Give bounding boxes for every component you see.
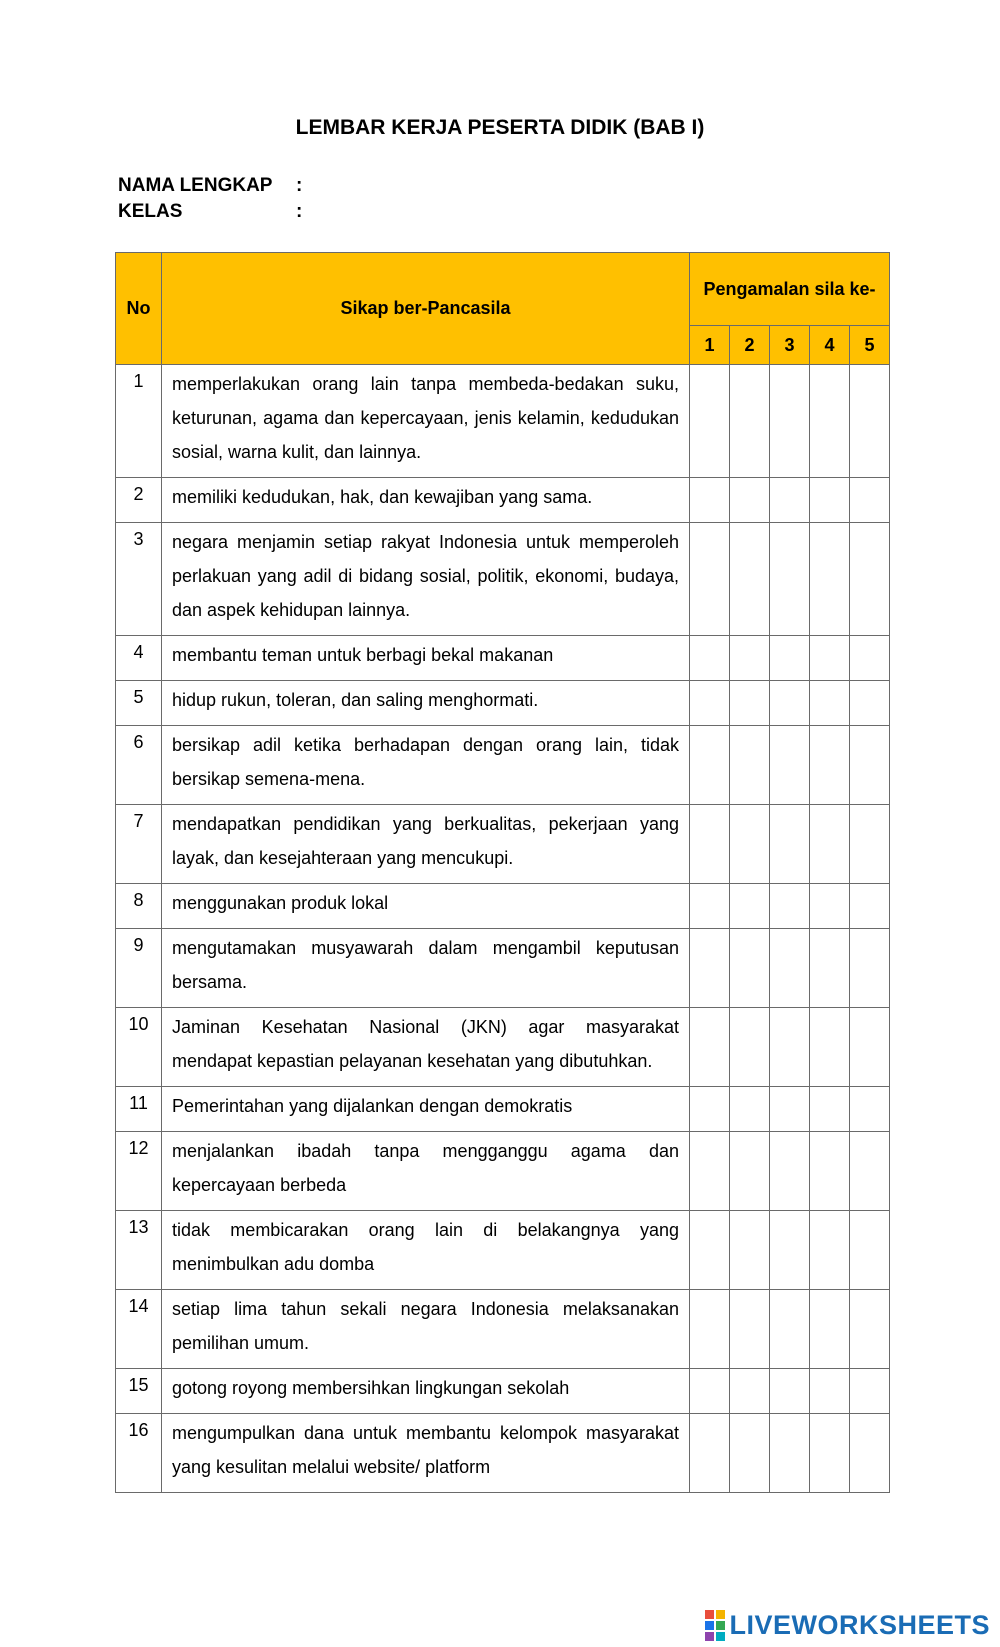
row-number: 10 — [116, 1008, 162, 1087]
sila-5-answer-cell[interactable] — [850, 523, 890, 636]
answer-checkbox[interactable] — [730, 745, 769, 785]
sila-1-answer-cell[interactable] — [690, 1414, 730, 1493]
attitude-text: menjalankan ibadah tanpa mengganggu agama dan kepercayaan berbeda — [162, 1132, 690, 1211]
class-row — [118, 199, 316, 225]
sila-2-answer-cell[interactable] — [730, 929, 770, 1008]
answer-checkbox[interactable] — [690, 886, 729, 926]
sila-4-answer-cell[interactable] — [810, 365, 850, 478]
answer-checkbox[interactable] — [770, 886, 809, 926]
sila-2-answer-cell[interactable] — [730, 1369, 770, 1414]
table-row — [116, 681, 890, 726]
sila-4-answer-cell[interactable] — [810, 523, 850, 636]
attitude-text: bersikap adil ketika berhadapan dengan orang lain, tidak bersikap semena-mena. — [162, 726, 690, 805]
answer-checkbox[interactable] — [810, 683, 849, 723]
answer-checkbox[interactable] — [850, 401, 889, 441]
sila-3-answer-cell[interactable] — [770, 681, 810, 726]
sila-1-answer-cell[interactable] — [690, 523, 730, 636]
answer-checkbox[interactable] — [690, 638, 729, 678]
answer-checkbox[interactable] — [770, 948, 809, 988]
sila-2-answer-cell[interactable] — [730, 478, 770, 523]
answer-checkbox[interactable] — [770, 1309, 809, 1349]
sila-2-answer-cell[interactable] — [730, 1290, 770, 1369]
sila-3-answer-cell[interactable] — [770, 805, 810, 884]
sila-4-answer-cell[interactable] — [810, 681, 850, 726]
row-number: 11 — [116, 1087, 162, 1132]
sila-4-answer-cell[interactable] — [810, 1290, 850, 1369]
answer-checkbox[interactable] — [730, 1371, 769, 1411]
sila-1-answer-cell[interactable] — [690, 681, 730, 726]
answer-checkbox[interactable] — [770, 683, 809, 723]
class-label: KELAS — [118, 201, 183, 222]
sila-number-header: 2 — [730, 326, 770, 365]
answer-checkbox[interactable] — [850, 948, 889, 988]
sila-2-answer-cell[interactable] — [730, 805, 770, 884]
answer-checkbox[interactable] — [770, 480, 809, 520]
answer-checkbox[interactable] — [730, 638, 769, 678]
answer-checkbox[interactable] — [770, 559, 809, 599]
answer-checkbox[interactable] — [770, 824, 809, 864]
logo-text: LIVEWORKSHEETS — [729, 1610, 990, 1640]
attitude-table — [115, 252, 890, 1493]
attitude-text: Pemerintahan yang dijalankan dengan demokratis — [162, 1087, 690, 1132]
answer-checkbox[interactable] — [690, 1089, 729, 1129]
logo-mark-icon — [705, 1610, 725, 1641]
answer-checkbox[interactable] — [690, 1433, 729, 1473]
row-number: 13 — [116, 1211, 162, 1290]
logo-square — [716, 1621, 725, 1630]
liveworksheets-logo — [705, 1610, 990, 1641]
sila-4-answer-cell[interactable] — [810, 1132, 850, 1211]
sila-5-answer-cell[interactable] — [850, 365, 890, 478]
sila-number-header: 1 — [690, 326, 730, 365]
table-row — [116, 523, 890, 636]
table-row — [116, 805, 890, 884]
answer-checkbox[interactable] — [770, 638, 809, 678]
name-row — [118, 173, 316, 199]
sila-3-answer-cell[interactable] — [770, 1369, 810, 1414]
answer-checkbox[interactable] — [730, 824, 769, 864]
attitude-text: mendapatkan pendidikan yang berkualitas, pekerjaan yang layak, dan kesejahteraan yang mencukupi. — [162, 805, 690, 884]
attitude-text: membantu teman untuk berbagi bekal makanan — [162, 636, 690, 681]
sila-number-header: 5 — [850, 326, 890, 365]
answer-checkbox[interactable] — [770, 1089, 809, 1129]
sila-1-answer-cell[interactable] — [690, 929, 730, 1008]
answer-checkbox[interactable] — [810, 886, 849, 926]
answer-checkbox[interactable] — [690, 559, 729, 599]
answer-checkbox[interactable] — [810, 480, 849, 520]
sila-2-answer-cell[interactable] — [730, 884, 770, 929]
sila-1-answer-cell[interactable] — [690, 1008, 730, 1087]
row-number: 6 — [116, 726, 162, 805]
sila-5-answer-cell[interactable] — [850, 1414, 890, 1493]
table-row — [116, 726, 890, 805]
attitude-text: menggunakan produk lokal — [162, 884, 690, 929]
attitude-text: setiap lima tahun sekali negara Indonesia melaksanakan pemilihan umum. — [162, 1290, 690, 1369]
answer-checkbox[interactable] — [810, 1309, 849, 1349]
answer-checkbox[interactable] — [730, 1230, 769, 1270]
table-row — [116, 1414, 890, 1493]
answer-checkbox[interactable] — [730, 1151, 769, 1191]
sila-1-answer-cell[interactable] — [690, 1087, 730, 1132]
answer-checkbox[interactable] — [770, 1433, 809, 1473]
sila-2-answer-cell[interactable] — [730, 1414, 770, 1493]
sila-5-answer-cell[interactable] — [850, 1211, 890, 1290]
column-header-attitude: Sikap ber-Pancasila — [162, 253, 690, 365]
answer-checkbox[interactable] — [730, 1309, 769, 1349]
sila-2-answer-cell[interactable] — [730, 1008, 770, 1087]
sila-3-answer-cell[interactable] — [770, 478, 810, 523]
row-number: 3 — [116, 523, 162, 636]
row-number: 1 — [116, 365, 162, 478]
answer-checkbox[interactable] — [730, 886, 769, 926]
table-row — [116, 1087, 890, 1132]
sila-5-answer-cell[interactable] — [850, 1008, 890, 1087]
row-number: 8 — [116, 884, 162, 929]
answer-checkbox[interactable] — [770, 1027, 809, 1067]
table-row — [116, 1369, 890, 1414]
row-number: 14 — [116, 1290, 162, 1369]
answer-checkbox[interactable] — [730, 1433, 769, 1473]
answer-checkbox[interactable] — [810, 638, 849, 678]
answer-checkbox[interactable] — [770, 1371, 809, 1411]
sila-3-answer-cell[interactable] — [770, 1087, 810, 1132]
sila-1-answer-cell[interactable] — [690, 1132, 730, 1211]
sila-4-answer-cell[interactable] — [810, 1087, 850, 1132]
answer-checkbox[interactable] — [690, 948, 729, 988]
answer-checkbox[interactable] — [770, 745, 809, 785]
logo-square — [716, 1632, 725, 1641]
row-number: 12 — [116, 1132, 162, 1211]
sila-1-answer-cell[interactable] — [690, 478, 730, 523]
sila-4-answer-cell[interactable] — [810, 478, 850, 523]
row-number: 2 — [116, 478, 162, 523]
sila-5-answer-cell[interactable] — [850, 929, 890, 1008]
answer-checkbox[interactable] — [690, 1371, 729, 1411]
answer-checkbox[interactable] — [730, 1027, 769, 1067]
answer-checkbox[interactable] — [850, 638, 889, 678]
name-separator: : — [296, 175, 303, 196]
row-number: 7 — [116, 805, 162, 884]
sila-5-answer-cell[interactable] — [850, 1132, 890, 1211]
sila-5-answer-cell[interactable] — [850, 805, 890, 884]
logo-square — [705, 1621, 714, 1630]
sila-4-answer-cell[interactable] — [810, 1211, 850, 1290]
table-row — [116, 636, 890, 681]
sila-4-answer-cell[interactable] — [810, 884, 850, 929]
table-row — [116, 1008, 890, 1087]
answer-checkbox[interactable] — [730, 559, 769, 599]
sila-4-answer-cell[interactable] — [810, 1008, 850, 1087]
sila-5-answer-cell[interactable] — [850, 1290, 890, 1369]
answer-checkbox[interactable] — [850, 1371, 889, 1411]
sila-3-answer-cell[interactable] — [770, 1414, 810, 1493]
column-header-sila: Pengamalan sila ke- — [690, 253, 890, 326]
sila-5-answer-cell[interactable] — [850, 636, 890, 681]
sila-1-answer-cell[interactable] — [690, 1211, 730, 1290]
sila-4-answer-cell[interactable] — [810, 1414, 850, 1493]
attitude-text: negara menjamin setiap rakyat Indonesia untuk memperoleh perlakuan yang adil di bidang sosial, politik, ekonomi, budaya, dan aspek kehidupan lainnya. — [162, 523, 690, 636]
answer-checkbox[interactable] — [810, 824, 849, 864]
column-header-no: No — [116, 253, 162, 365]
attitude-text: memperlakukan orang lain tanpa membeda-bedakan suku, keturunan, agama dan kepercayaan, jenis kelamin, kedudukan sosial, warna kulit, dan lainnya. — [162, 365, 690, 478]
sila-5-answer-cell[interactable] — [850, 726, 890, 805]
answer-checkbox[interactable] — [730, 401, 769, 441]
attitude-text: memiliki kedudukan, hak, dan kewajiban yang sama. — [162, 478, 690, 523]
answer-checkbox[interactable] — [810, 745, 849, 785]
sila-3-answer-cell[interactable] — [770, 523, 810, 636]
attitude-text: tidak membicarakan orang lain di belakangnya yang menimbulkan adu domba — [162, 1211, 690, 1290]
sila-5-answer-cell[interactable] — [850, 478, 890, 523]
sila-4-answer-cell[interactable] — [810, 726, 850, 805]
answer-checkbox[interactable] — [690, 1230, 729, 1270]
sila-2-answer-cell[interactable] — [730, 365, 770, 478]
sila-1-answer-cell[interactable] — [690, 365, 730, 478]
row-number: 9 — [116, 929, 162, 1008]
answer-checkbox[interactable] — [810, 1433, 849, 1473]
attitude-text: Jaminan Kesehatan Nasional (JKN) agar masyarakat mendapat kepastian pelayanan kesehatan yang dibutuhkan. — [162, 1008, 690, 1087]
table-row — [116, 365, 890, 478]
sila-5-answer-cell[interactable] — [850, 1087, 890, 1132]
attitude-text: gotong royong membersihkan lingkungan sekolah — [162, 1369, 690, 1414]
answer-checkbox[interactable] — [810, 948, 849, 988]
answer-checkbox[interactable] — [770, 1230, 809, 1270]
sila-1-answer-cell[interactable] — [690, 805, 730, 884]
sila-3-answer-cell[interactable] — [770, 1008, 810, 1087]
identity-block — [118, 173, 316, 225]
answer-checkbox[interactable] — [690, 480, 729, 520]
answer-checkbox[interactable] — [850, 683, 889, 723]
answer-checkbox[interactable] — [850, 1089, 889, 1129]
answer-checkbox[interactable] — [730, 1089, 769, 1129]
sila-3-answer-cell[interactable] — [770, 1132, 810, 1211]
sila-3-answer-cell[interactable] — [770, 636, 810, 681]
answer-checkbox[interactable] — [850, 824, 889, 864]
table-body — [116, 365, 890, 1493]
sila-4-answer-cell[interactable] — [810, 805, 850, 884]
sila-2-answer-cell[interactable] — [730, 523, 770, 636]
answer-checkbox[interactable] — [850, 1027, 889, 1067]
answer-checkbox[interactable] — [810, 401, 849, 441]
answer-checkbox[interactable] — [810, 1089, 849, 1129]
row-number: 4 — [116, 636, 162, 681]
answer-checkbox[interactable] — [810, 1230, 849, 1270]
sila-3-answer-cell[interactable] — [770, 1211, 810, 1290]
answer-checkbox[interactable] — [730, 480, 769, 520]
answer-checkbox[interactable] — [850, 886, 889, 926]
attitude-text: mengumpulkan dana untuk membantu kelompok masyarakat yang kesulitan melalui website/ platform — [162, 1414, 690, 1493]
sila-3-answer-cell[interactable] — [770, 726, 810, 805]
sila-5-answer-cell[interactable] — [850, 681, 890, 726]
answer-checkbox[interactable] — [850, 1309, 889, 1349]
answer-checkbox[interactable] — [850, 745, 889, 785]
name-label: NAMA LENGKAP — [118, 175, 273, 196]
sila-3-answer-cell[interactable] — [770, 365, 810, 478]
answer-checkbox[interactable] — [690, 745, 729, 785]
answer-checkbox[interactable] — [850, 1230, 889, 1270]
sila-2-answer-cell[interactable] — [730, 636, 770, 681]
answer-checkbox[interactable] — [690, 683, 729, 723]
logo-square — [705, 1610, 714, 1619]
sila-2-answer-cell[interactable] — [730, 1087, 770, 1132]
answer-checkbox[interactable] — [690, 1309, 729, 1349]
sila-4-answer-cell[interactable] — [810, 636, 850, 681]
sila-3-answer-cell[interactable] — [770, 884, 810, 929]
table-row — [116, 1211, 890, 1290]
row-number: 5 — [116, 681, 162, 726]
answer-checkbox[interactable] — [810, 1151, 849, 1191]
row-number: 15 — [116, 1369, 162, 1414]
answer-checkbox[interactable] — [770, 401, 809, 441]
answer-checkbox[interactable] — [690, 824, 729, 864]
answer-checkbox[interactable] — [850, 559, 889, 599]
sila-5-answer-cell[interactable] — [850, 1369, 890, 1414]
table-row — [116, 1132, 890, 1211]
row-number: 16 — [116, 1414, 162, 1493]
logo-square — [716, 1610, 725, 1619]
sila-2-answer-cell[interactable] — [730, 681, 770, 726]
sila-5-answer-cell[interactable] — [850, 884, 890, 929]
sila-4-answer-cell[interactable] — [810, 929, 850, 1008]
sila-number-header: 4 — [810, 326, 850, 365]
sila-2-answer-cell[interactable] — [730, 1211, 770, 1290]
answer-checkbox[interactable] — [850, 1433, 889, 1473]
sila-3-answer-cell[interactable] — [770, 1290, 810, 1369]
sila-2-answer-cell[interactable] — [730, 1132, 770, 1211]
answer-checkbox[interactable] — [850, 1151, 889, 1191]
sila-1-answer-cell[interactable] — [690, 1369, 730, 1414]
sila-1-answer-cell[interactable] — [690, 884, 730, 929]
sila-1-answer-cell[interactable] — [690, 1290, 730, 1369]
page-title: LEMBAR KERJA PESERTA DIDIK (BAB I) — [295, 116, 705, 139]
sila-4-answer-cell[interactable] — [810, 1369, 850, 1414]
sila-1-answer-cell[interactable] — [690, 726, 730, 805]
sila-number-header: 3 — [770, 326, 810, 365]
attitude-text: hidup rukun, toleran, dan saling menghormati. — [162, 681, 690, 726]
class-separator: : — [296, 201, 303, 222]
answer-checkbox[interactable] — [690, 1151, 729, 1191]
answer-checkbox[interactable] — [850, 480, 889, 520]
answer-checkbox[interactable] — [690, 401, 729, 441]
table-row — [116, 478, 890, 523]
attitude-text: mengutamakan musyawarah dalam mengambil keputusan bersama. — [162, 929, 690, 1008]
answer-checkbox[interactable] — [810, 1027, 849, 1067]
answer-checkbox[interactable] — [770, 1151, 809, 1191]
table-row — [116, 1290, 890, 1369]
table-row — [116, 929, 890, 1008]
answer-checkbox[interactable] — [810, 1371, 849, 1411]
sila-2-answer-cell[interactable] — [730, 726, 770, 805]
answer-checkbox[interactable] — [730, 948, 769, 988]
sila-3-answer-cell[interactable] — [770, 929, 810, 1008]
logo-square — [705, 1632, 714, 1641]
answer-checkbox[interactable] — [810, 559, 849, 599]
answer-checkbox[interactable] — [690, 1027, 729, 1067]
sila-1-answer-cell[interactable] — [690, 636, 730, 681]
answer-checkbox[interactable] — [730, 683, 769, 723]
table-row — [116, 884, 890, 929]
